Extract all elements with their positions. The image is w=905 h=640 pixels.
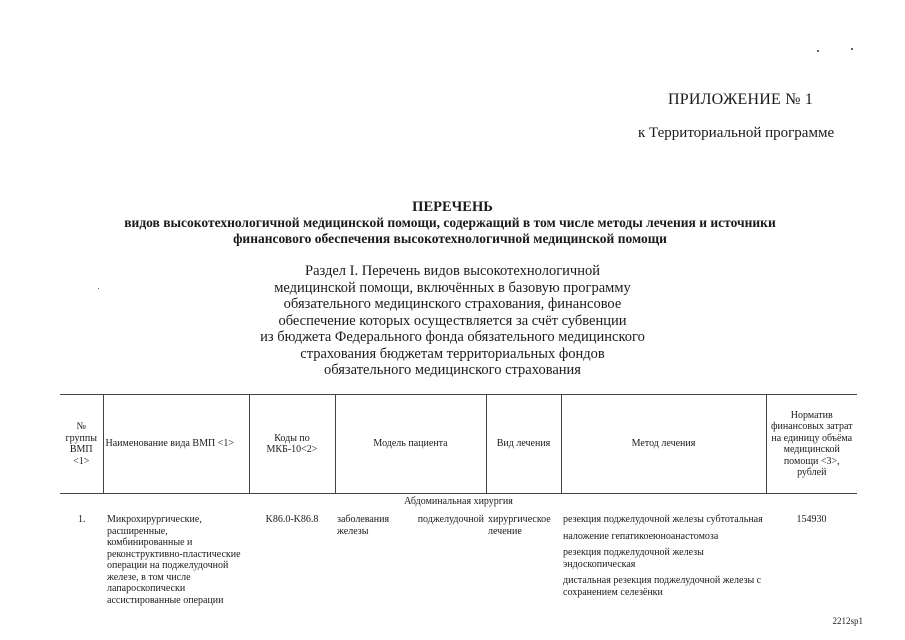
method-item: резекция поджелудочной железы эндоскопическая (563, 547, 704, 570)
scan-speck (98, 288, 99, 289)
document-subtitle-line: видов высокотехнологичной медицинской помощи, содержащий в том числе методы лечения и источники (124, 215, 776, 230)
cell-icd-codes: K86.0-K86.8 (265, 514, 319, 525)
table-row (60, 508, 857, 606)
document-subtitle-line: финансового обеспечения высокотехнологичной медицинской помощи (233, 231, 667, 246)
cell-cost-norm: 154930 (796, 514, 827, 525)
appendix-subtitle: к Территориальной программе (638, 125, 835, 141)
appendix-title: ПРИЛОЖЕНИЕ № 1 (668, 91, 814, 108)
section-title (200, 263, 705, 379)
section-title-line: медицинской помощи, включённых в базовую программу (274, 279, 631, 296)
cell-methods (561, 508, 766, 606)
cell-treatment-type: хирургическое лечение (488, 514, 551, 537)
scan-speck (851, 48, 853, 50)
method-item: дистальная резекция поджелудочной железы с сохранением селезёнки (563, 575, 762, 598)
cell-group-no: 1. (78, 514, 86, 525)
method-item: наложение гепатикоеюноанастомоза (563, 530, 719, 542)
section-title-line: обеспечение которых осуществляется за счёт субвенции (278, 312, 627, 329)
vmp-table (60, 394, 857, 606)
document-subtitle (70, 215, 830, 247)
section-title-line: Раздел I. Перечень видов высокотехнологичной (305, 263, 600, 279)
document-title: ПЕРЕЧЕНЬ (412, 199, 493, 215)
section-title-line: из бюджета Федерального фонда обязательного медицинского (260, 329, 645, 345)
method-item: резекция поджелудочной железы субтотальная (563, 514, 763, 525)
header-group-no: № группы ВМП <1> (60, 395, 103, 494)
header-name: Наименование вида ВМП <1> (103, 395, 249, 494)
header-cost-norm: Норматив финансовых затрат на единицу объёма медицинской помощи <3>, рублей (766, 395, 857, 494)
cell-patient-model: заболевания поджелудочной железы (337, 514, 484, 537)
group-title: Абдоминальная хирургия (404, 496, 513, 507)
header-icd-codes: Коды по МКБ-10<2> (249, 395, 335, 494)
section-title-line: обязательного медицинского страхования (324, 362, 581, 378)
table-header-row (60, 395, 857, 494)
cell-name: Микрохирургические, расширенные, комбинированные и реконструктивно-пластические операции на поджелудочной железе, в том числе лапароскопически ассистированные операции (107, 514, 241, 606)
group-row (60, 494, 857, 509)
page-code: 2212sp1 (832, 616, 863, 626)
scan-speck (817, 50, 819, 52)
section-title-line: страхования бюджетам территориальных фондов (300, 345, 605, 362)
header-treatment-type: Вид лечения (486, 395, 561, 494)
header-method: Метод лечения (561, 395, 766, 494)
section-title-line: обязательного медицинского страхования, финансовое (283, 296, 622, 312)
header-patient-model: Модель пациента (335, 395, 486, 494)
